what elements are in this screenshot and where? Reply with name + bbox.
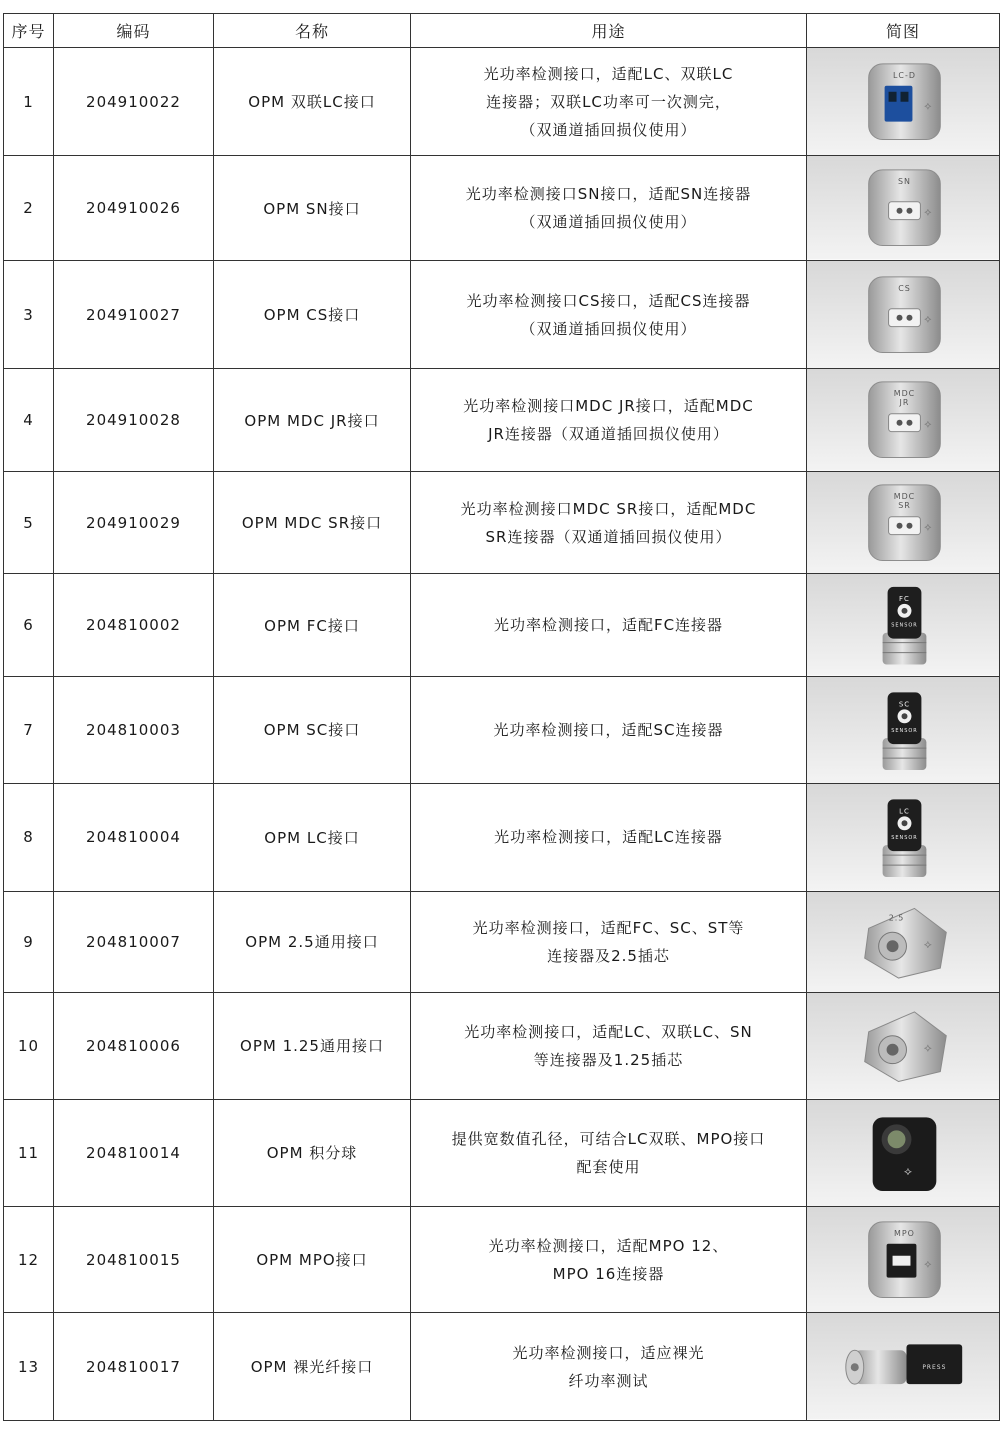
table-row [4,891,1000,992]
usage-line: JR连接器（双通道插回损仪使用） [488,425,729,444]
svg-text:CS: CS [898,283,911,293]
usage-line: 光功率检测接口MDC SR接口，适配MDC [460,499,757,518]
usage-line: 光功率检测接口SN接口，适配SN连接器 [465,185,752,204]
bare-fiber-adapter-icon [807,1313,1000,1420]
table-row [4,784,1000,891]
row-usage [411,1099,807,1206]
svg-text:PRESS: PRESS [922,1364,947,1372]
row-usage [411,891,807,992]
fc-sensor-adapter-icon [807,574,1000,676]
row-code: 204910029 [54,471,214,573]
row-code: 204810015 [54,1206,214,1312]
row-no: 6 [4,574,54,676]
header-no: 序号 [4,14,54,48]
mpo-adapter-icon [807,1206,1000,1312]
svg-text:MPO: MPO [894,1228,915,1238]
svg-text:JR: JR [899,398,910,408]
table-row [4,676,1000,783]
row-usage [411,1313,807,1420]
row-no: 1 [4,48,54,156]
usage-line: 光功率检测接口，适应裸光 [512,1343,705,1362]
header-usage: 用途 [411,14,807,48]
integrating-sphere-icon [807,1099,1000,1206]
table-row [4,369,1000,471]
row-code: 204910028 [54,369,214,471]
row-name: OPM 双联LC接口 [214,48,411,156]
mdc-jr-adapter-icon [807,369,1000,471]
svg-text:LC: LC [899,807,910,816]
row-code: 204910022 [54,48,214,156]
row-usage [411,784,807,891]
table-row [4,993,1000,1099]
row-usage [411,156,807,260]
row-code: 204810014 [54,1099,214,1206]
row-name: OPM CS接口 [214,260,411,368]
svg-text:⟡: ⟡ [923,1040,933,1055]
mdc-sr-adapter-icon [807,471,1000,573]
svg-text:⟡: ⟡ [924,99,933,113]
usage-line: （双通道插回损仪使用） [520,213,697,232]
svg-text:⟡: ⟡ [924,206,933,220]
svg-text:LC-D: LC-D [893,70,916,80]
header-row [4,14,1000,48]
row-no: 7 [4,676,54,783]
row-usage [411,369,807,471]
usage-line: 配套使用 [576,1157,641,1176]
svg-text:SENSOR: SENSOR [891,727,918,734]
row-code: 204910027 [54,260,214,368]
row-code: 204810007 [54,891,214,992]
row-usage [411,574,807,676]
usage-line: 纤功率测试 [568,1371,649,1390]
row-no: 8 [4,784,54,891]
table-row [4,471,1000,573]
usage-line: 光功率检测接口MDC JR接口，适配MDC [463,397,754,416]
row-name: OPM FC接口 [214,574,411,676]
usage-line: 光功率检测接口，适配FC、SC、ST等 [472,918,745,937]
svg-text:⟡: ⟡ [923,936,933,951]
row-usage [411,1206,807,1312]
row-no: 3 [4,260,54,368]
svg-text:⟡: ⟡ [924,1257,933,1271]
usage-line: 光功率检测接口，适配FC连接器 [493,616,724,634]
usage-line: 光功率检测接口，适配LC、双联LC [483,64,734,83]
row-code: 204810006 [54,993,214,1099]
row-no: 9 [4,891,54,992]
universal-2-5-adapter-icon [807,891,1000,992]
row-usage [411,48,807,156]
svg-text:⟡: ⟡ [904,1163,913,1178]
header-code: 编码 [54,14,214,48]
usage-line: （双通道插回损仪使用） [520,120,697,139]
row-no: 12 [4,1206,54,1312]
row-name: OPM 1.25通用接口 [214,993,411,1099]
svg-text:SR: SR [898,500,911,510]
table-row [4,1099,1000,1206]
table-row [4,1206,1000,1312]
duplex-lc-adapter-icon [807,48,1000,156]
table-row [4,1313,1000,1420]
cs-adapter-icon [807,260,1000,368]
svg-text:SENSOR: SENSOR [891,622,918,629]
row-name: OPM SC接口 [214,676,411,783]
svg-text:SC: SC [898,700,911,709]
row-no: 5 [4,471,54,573]
product-table [3,13,1000,1421]
row-code: 204810003 [54,676,214,783]
row-no: 4 [4,369,54,471]
usage-line: 光功率检测接口，适配MPO 12、 [488,1236,729,1255]
usage-line: SR连接器（双通道插回损仪使用） [485,527,732,546]
row-usage [411,993,807,1099]
usage-line: 光功率检测接口，适配LC、双联LC、SN [464,1022,753,1041]
sc-sensor-adapter-icon [807,676,1000,783]
usage-line: 光功率检测接口CS接口，适配CS连接器 [466,291,751,310]
svg-text:⟡: ⟡ [924,312,933,326]
svg-text:SN: SN [898,177,911,187]
usage-line: MPO 16连接器 [552,1264,665,1283]
row-no: 13 [4,1313,54,1420]
row-name: OPM LC接口 [214,784,411,891]
svg-text:MDC: MDC [893,389,916,399]
table-row [4,48,1000,156]
row-name: OPM SN接口 [214,156,411,260]
svg-text:FC: FC [899,595,910,604]
row-name: OPM MDC SR接口 [214,471,411,573]
row-usage [411,260,807,368]
usage-line: 提供宽数值孔径，可结合LC双联、MPO接口 [451,1129,766,1148]
svg-text:⟡: ⟡ [924,418,933,432]
table-row [4,260,1000,368]
row-name: OPM 积分球 [214,1099,411,1206]
row-no: 2 [4,156,54,260]
row-code: 204810002 [54,574,214,676]
row-no: 11 [4,1099,54,1206]
row-code: 204810017 [54,1313,214,1420]
row-name: OPM 2.5通用接口 [214,891,411,992]
universal-1-25-adapter-icon [807,993,1000,1099]
usage-line: 光功率检测接口，适配LC连接器 [494,828,723,847]
row-code: 204910026 [54,156,214,260]
svg-text:⟡: ⟡ [924,520,933,534]
svg-text:MDC: MDC [893,491,916,501]
row-name: OPM MDC JR接口 [214,369,411,471]
usage-line: 连接器及2.5插芯 [547,946,670,965]
row-no: 10 [4,993,54,1099]
header-image: 简图 [807,14,1000,48]
sn-adapter-icon [807,156,1000,260]
svg-text:2.5: 2.5 [888,912,905,922]
row-code: 204810004 [54,784,214,891]
row-name: OPM 裸光纤接口 [214,1313,411,1420]
svg-text:SENSOR: SENSOR [891,835,918,842]
row-usage [411,676,807,783]
usage-line: （双通道插回损仪使用） [520,319,697,338]
usage-line: 连接器；双联LC功率可一次测完， [486,92,731,111]
table-row [4,156,1000,260]
usage-line: 等连接器及1.25插芯 [533,1050,684,1069]
row-usage [411,471,807,573]
table-row [4,574,1000,676]
row-name: OPM MPO接口 [214,1206,411,1312]
lc-sensor-adapter-icon [807,784,1000,891]
header-name: 名称 [214,14,411,48]
usage-line: 光功率检测接口，适配SC连接器 [493,720,724,739]
